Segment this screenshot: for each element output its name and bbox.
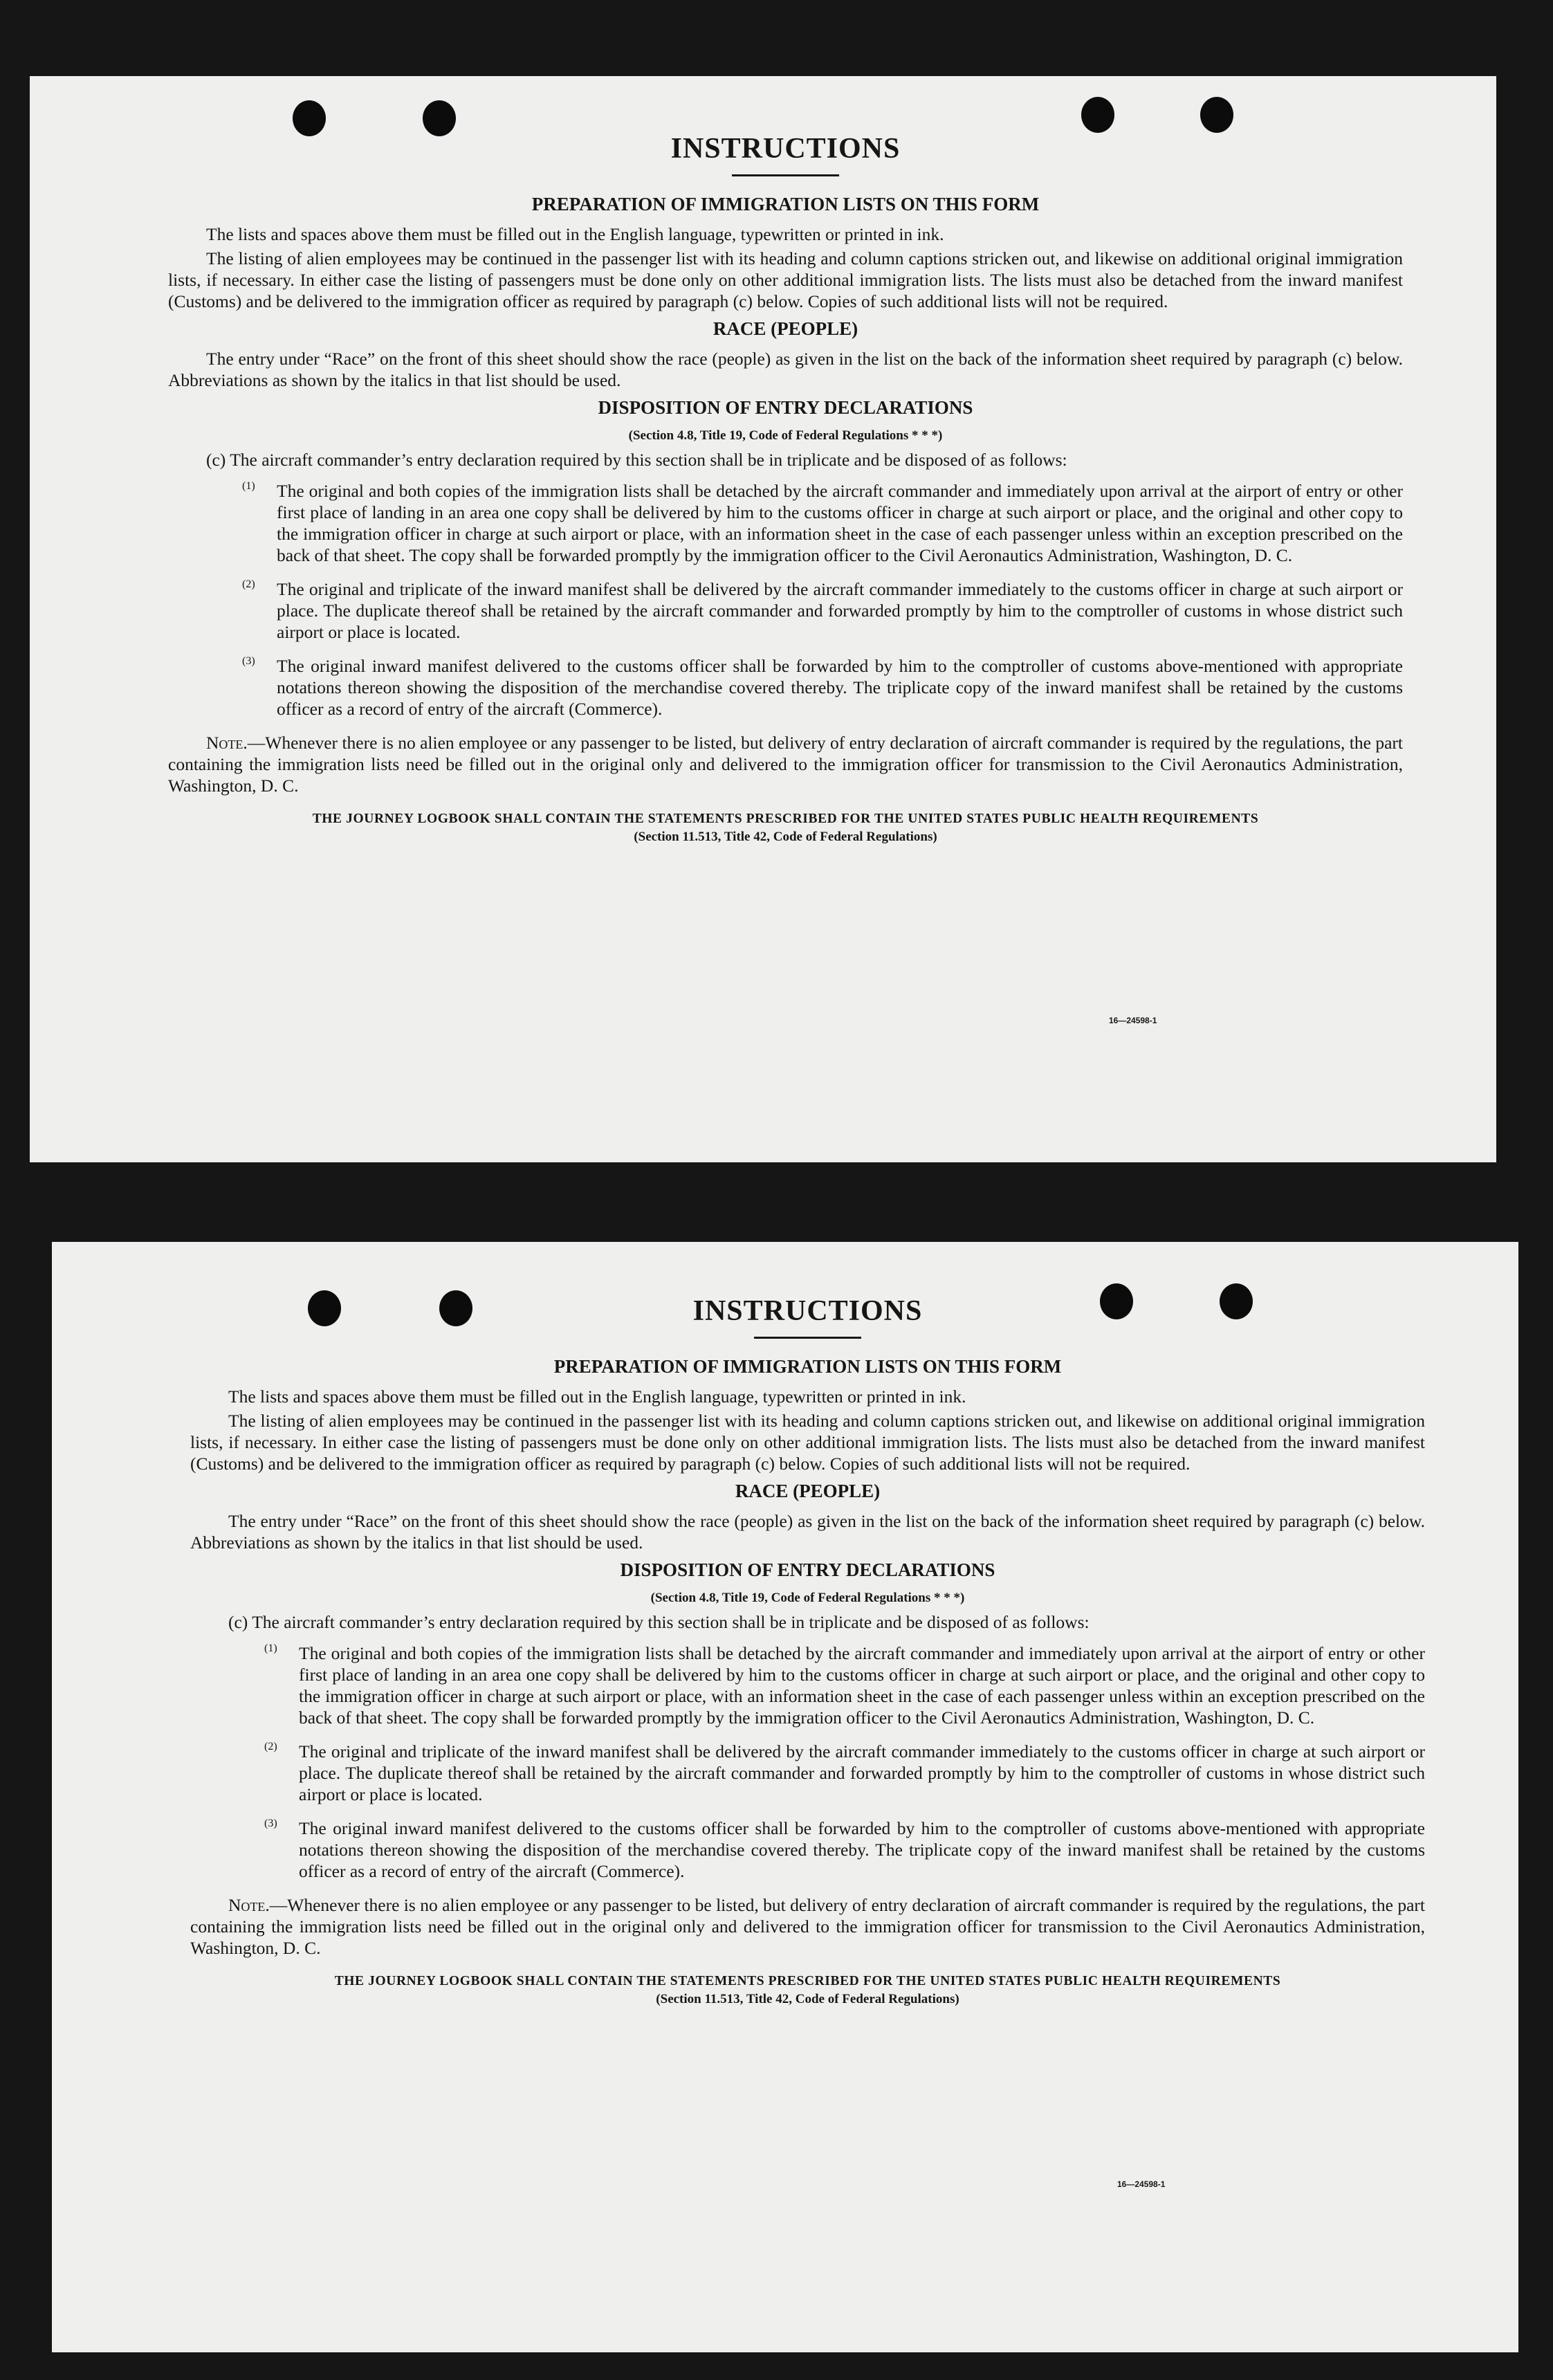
preparation-paragraph-2: The listing of alien employees may be continued in the passenger list with its heading and column captions stricken out, and likewise on additional original immigration lists, if necessary. In either case the listing of passengers must be done only on other additional immigration lists. The lists must also be detached from the inward manifest (Customs) and be delivered to the immigration officer as required by paragraph (c) below. Copies of such additional lists will not be required.	[168, 248, 1403, 311]
race-paragraph: The entry under “Race” on the front of this sheet should show the race (people) as given in the list on the back of the information sheet required by paragraph (c) below. Abbreviations as shown by the italics in that list should be used.	[190, 1511, 1425, 1553]
preparation-paragraph-2: The listing of alien employees may be continued in the passenger list with its heading and column captions stricken out, and likewise on additional original immigration lists, if necessary. In either case the listing of passengers must be done only on other additional immigration lists. The lists must also be detached from the inward manifest (Customs) and be delivered to the immigration officer as required by paragraph (c) below. Copies of such additional lists will not be required.	[190, 1411, 1425, 1474]
disposition-heading: DISPOSITION OF ENTRY DECLARATIONS	[598, 397, 973, 418]
disposition-item	[190, 1741, 1425, 1805]
page-title: INSTRUCTIONS	[670, 133, 901, 165]
item-text: The original inward manifest delivered to the customs officer shall be forwarded by him to the comptroller of customs above-mentioned with appropriate notations thereon showing the disposition of the merchandise covered thereby. The triplicate copy of the inward manifest shall be retained by the customs officer as a record of entry of the aircraft (Commerce).	[277, 656, 1403, 719]
item-text: The original inward manifest delivered to the customs officer shall be forwarded by him to the comptroller of customs above-mentioned with appropriate notations thereon showing the disposition of the merchandise covered thereby. The triplicate copy of the inward manifest shall be retained by the customs officer as a record of entry of the aircraft (Commerce).	[299, 1818, 1425, 1881]
item-number: (3)	[264, 1818, 277, 1829]
item-text: The original and both copies of the immigration lists shall be detached by the aircraft commander and immediately upon arrival at the airport of entry or other first place of landing in an area one copy shall be delivered by him to the customs officer in charge at such airport or place, and the original and other copy to the immigration officer in charge at such airport or place, with an information sheet in the case of each passenger unless within an exception prescribed on the back of that sheet. The copy shall be forwarded promptly by the immigration officer to the Civil Aeronautics Administration, Washington, D. C.	[277, 481, 1403, 565]
note-text: —Whenever there is no alien employee or any passenger to be listed, but delivery of entry declaration of aircraft commander is required by the regulations, the part containing the immigration lists need be filled out in the original only and delivered to the immigration officer for transmission to the Civil Aeronautics Administration, Washington, D. C.	[168, 733, 1403, 796]
item-text: The original and triplicate of the inward manifest shall be delivered by the aircraft commander immediately to the customs officer in charge at such airport or place. The duplicate thereof shall be retained by the aircraft commander and forwarded promptly by him to the comptroller of customs in whose district such airport or place is located.	[299, 1741, 1425, 1804]
preparation-paragraph-1: The lists and spaces above them must be filled out in the English language, typewritten or printed in ink.	[206, 224, 944, 244]
page-title: INSTRUCTIONS	[692, 1295, 923, 1327]
disposition-heading: DISPOSITION OF ENTRY DECLARATIONS	[620, 1559, 995, 1580]
preparation-paragraph-1: The lists and spaces above them must be filled out in the English language, typewritten or printed in ink.	[228, 1386, 966, 1407]
disposition-item	[168, 578, 1403, 643]
punch-hole	[1081, 97, 1114, 133]
race-heading: RACE (PEOPLE)	[713, 318, 858, 339]
note-label: Note.	[228, 1895, 270, 1915]
instructions-content	[168, 131, 1403, 846]
disposition-item	[168, 655, 1403, 720]
disposition-lead: (c) The aircraft commander’s entry declaration required by this section shall be in triplicate and be disposed of as follows:	[228, 1612, 1090, 1632]
note-text: —Whenever there is no alien employee or any passenger to be listed, but delivery of entry declaration of aircraft commander is required by the regulations, the part containing the immigration lists need be filled out in the original only and delivered to the immigration officer for transmission to the Civil Aeronautics Administration, Washington, D. C.	[190, 1895, 1425, 1958]
note-label: Note.	[206, 733, 248, 753]
item-text: The original and triplicate of the inward manifest shall be delivered by the aircraft commander immediately to the customs officer in charge at such airport or place. The duplicate thereof shall be retained by the aircraft commander and forwarded promptly by him to the comptroller of customs in whose district such airport or place is located.	[277, 579, 1403, 642]
disposition-item	[168, 480, 1403, 566]
form-number: 16—24598-1	[1109, 1016, 1157, 1025]
title-rule	[732, 174, 839, 176]
instructions-content	[190, 1294, 1425, 2008]
disposition-citation: (Section 4.8, Title 19, Code of Federal Regulations * * *)	[650, 1591, 965, 1605]
preparation-heading: PREPARATION OF IMMIGRATION LISTS ON THIS FORM	[531, 194, 1040, 214]
disposition-item	[190, 1642, 1425, 1728]
race-heading: RACE (PEOPLE)	[735, 1481, 881, 1501]
health-requirements-citation: (Section 11.513, Title 42, Code of Federal Regulations)	[656, 1992, 959, 2006]
race-paragraph: The entry under “Race” on the front of this sheet should show the race (people) as given in the list on the back of the information sheet required by paragraph (c) below. Abbreviations as shown by the italics in that list should be used.	[168, 349, 1403, 390]
item-number: (2)	[264, 1741, 277, 1752]
instruction-sheet-bottom	[52, 1242, 1518, 2352]
item-number: (1)	[264, 1642, 277, 1654]
note-paragraph	[190, 1894, 1425, 1959]
disposition-citation: (Section 4.8, Title 19, Code of Federal Regulations * * *)	[628, 428, 943, 443]
health-requirements-line: THE JOURNEY LOGBOOK SHALL CONTAIN THE STATEMENTS PRESCRIBED FOR THE UNITED STATES PUBLIC HEALTH REQUIREMENTS	[312, 812, 1259, 826]
item-number: (3)	[242, 655, 255, 667]
disposition-item	[190, 1818, 1425, 1882]
title-rule	[754, 1337, 861, 1339]
health-requirements-citation: (Section 11.513, Title 42, Code of Federal Regulations)	[634, 830, 937, 844]
form-number: 16—24598-1	[1117, 2179, 1166, 2189]
disposition-lead: (c) The aircraft commander’s entry declaration required by this section shall be in triplicate and be disposed of as follows:	[206, 450, 1067, 470]
punch-hole	[1200, 97, 1233, 133]
preparation-heading: PREPARATION OF IMMIGRATION LISTS ON THIS FORM	[553, 1356, 1062, 1377]
instruction-sheet-top	[30, 76, 1496, 1162]
note-paragraph	[168, 732, 1403, 796]
item-number: (1)	[242, 480, 255, 492]
item-text: The original and both copies of the immigration lists shall be detached by the aircraft commander and immediately upon arrival at the airport of entry or other first place of landing in an area one copy shall be delivered by him to the customs officer in charge at such airport or place, and the original and other copy to the immigration officer in charge at such airport or place, with an information sheet in the case of each passenger unless within an exception prescribed on the back of that sheet. The copy shall be forwarded promptly by the immigration officer to the Civil Aeronautics Administration, Washington, D. C.	[299, 1643, 1425, 1728]
health-requirements-line: THE JOURNEY LOGBOOK SHALL CONTAIN THE STATEMENTS PRESCRIBED FOR THE UNITED STATES PUBLIC HEALTH REQUIREMENTS	[334, 1974, 1281, 1988]
item-number: (2)	[242, 578, 255, 590]
